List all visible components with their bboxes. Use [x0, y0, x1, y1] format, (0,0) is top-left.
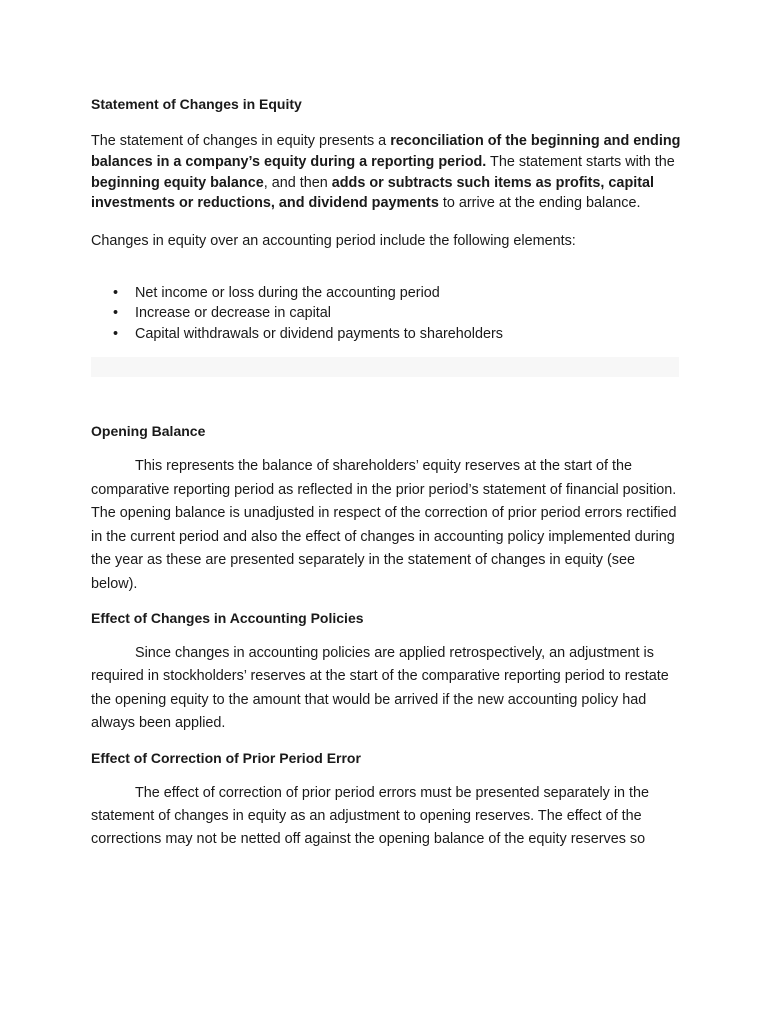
intro-bold-1: reconciliation of the beginning and ending balances in a company’s equity during a reporting period.	[91, 133, 681, 170]
section-heading-prior-period-error: Effect of Correction of Prior Period Error	[91, 749, 361, 766]
elements-list	[91, 283, 681, 345]
list-item	[91, 283, 681, 304]
bullet-icon: •	[113, 305, 119, 322]
list-item	[91, 324, 681, 345]
intro-text-3: , and then	[263, 174, 332, 191]
document-content	[91, 94, 681, 852]
bullet-icon: •	[113, 325, 119, 342]
intro-bold-3: adds or subtracts such items as profits, capital investments or reductions, and dividend payments	[91, 174, 655, 212]
bullet-icon: •	[113, 284, 119, 301]
section-heading-opening-balance: Opening Balance	[91, 423, 206, 440]
elements-intro-paragraph: Changes in equity over an accounting period include the following elements:	[91, 233, 576, 250]
list-item-text: Net income or loss during the accounting period	[135, 284, 440, 301]
list-item	[91, 303, 681, 324]
section-body-prior-period-error: The effect of correction of prior period errors must be presented separately in the statement of changes in equity as an adjustment to opening reserves. The effect of the corrections may not be netted off against the opening balance of the equity reserves so	[91, 784, 650, 848]
intro-text-4: to arrive at the ending balance.	[438, 195, 641, 212]
section-heading-accounting-policies: Effect of Changes in Accounting Policies	[91, 609, 364, 626]
intro-text-1: The statement of changes in equity presents a	[91, 133, 391, 149]
document-title: Statement of Changes in Equity	[91, 96, 302, 112]
intro-paragraph	[91, 131, 681, 214]
section-body-accounting-policies: Since changes in accounting policies are applied retrospectively, an adjustment is required in stockholders’ reserves at the start of the comparative reporting period to restate the opening equity to the amount that would be arrived if the new accounting policy had always been applied.	[91, 644, 669, 732]
section-body-opening-balance: This represents the balance of shareholders’ equity reserves at the start of the comparative reporting period as reflected in the prior period’s statement of financial position. The opening balance is unadjusted in respect of the correction of prior period errors rectified in the current period and also the effect of changes in accounting policy implemented during the year as these are presented separately in the statement of changes in equity (see below).	[91, 458, 677, 592]
list-item-text: Capital withdrawals or dividend payments to shareholders	[135, 325, 503, 342]
shaded-separator	[91, 357, 679, 377]
intro-text-2: The statement starts with the	[486, 153, 675, 170]
list-item-text: Increase or decrease in capital	[135, 305, 331, 322]
intro-bold-2: beginning equity balance	[91, 174, 264, 191]
